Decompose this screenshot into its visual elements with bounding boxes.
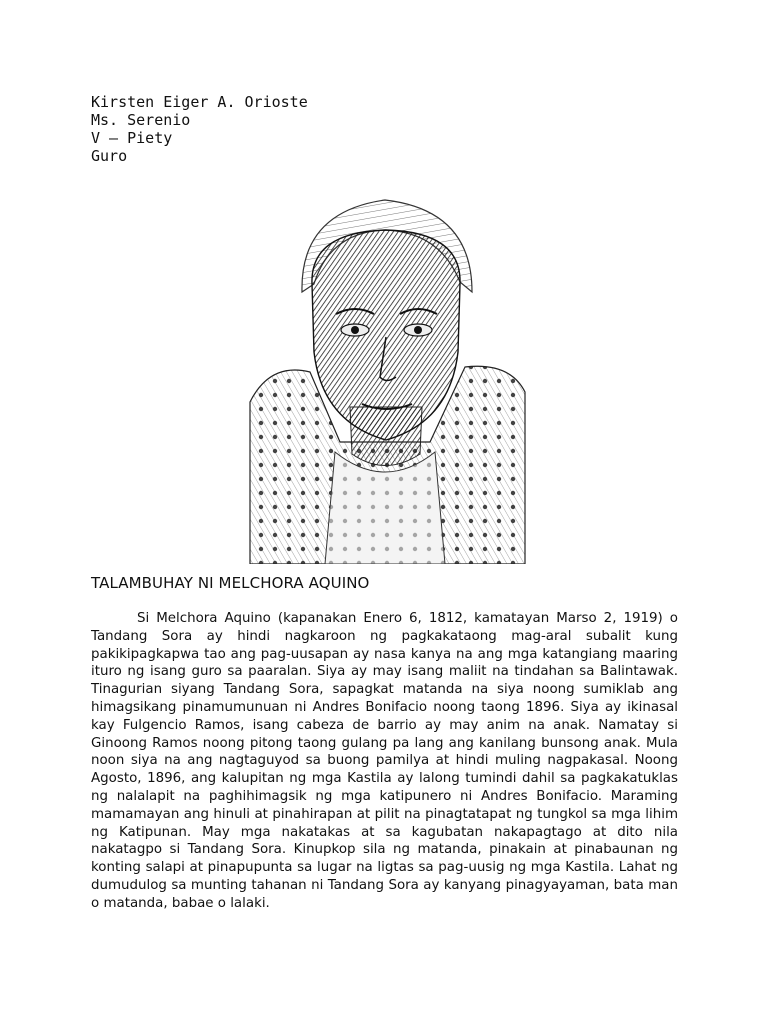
teacher-name: Ms. Serenio bbox=[91, 111, 191, 129]
portrait-sketch-icon bbox=[240, 192, 530, 564]
biography-paragraph: Si Melchora Aquino (kapanakan Enero 6, 1812, kamatayan Marso 2, 1919) o Tandang Sora ay hindi nagkaroon ng pagkakataong mag-aral subalit kung pakikipagkapwa tao ang pag-uusapan ay nasa kanya na ang mga katangiang maaring ituro ng isang guro sa paaralan. Siya ay may isang maliit na tindahan sa Balintawak. Tinagurian siyang Tandang Sora, sapagkat matanda na siya noong sumiklab ang himagsikang pinamumunuan ni Andres Bonifacio noong taong 1896. Siya ay ikinasal kay Fulgencio Ramos, isang cabeza de barrio ay may anim na anak. Namatay si Ginoong Ramos noong pitong taong gulang pa lang ang kanilang bunsong anak. Mula noon siya na ang nagtaguyod sa buong pamilya at hindi muling nagpakasal. Noong Agosto, 1896, ang kalupitan ng mga Kastila ay lalong tumindi dahil sa pagkakatuklas ng nalalapit na paghihimagsik ng mga katipunero ni Andres Bonifacio. Maraming mamamayan ang hinuli at pinahirapan at pilit na pinagtatapat ng tungkol sa mga lihim ng Katipunan. May mga nakatakas at sa kagubatan nakapagtago at dito nila nakatagpo si Tandang Sora. Kinupkop sila ng matanda, pinakain at pinabaunan ng konting salapi at pinapupunta sa lugar na ligtas sa pag-uusig ng mga Kastila. Lahat ng dumudulog sa munting tahanan ni Tandang Sora ay kanyang pinagyayaman, bata man o matanda, babae o lalaki. bbox=[91, 611, 678, 911]
section-name: V – Piety bbox=[91, 129, 173, 147]
header-block bbox=[91, 93, 308, 165]
student-name: Kirsten Eiger A. Orioste bbox=[91, 93, 308, 111]
document-title: TALAMBUHAY NI MELCHORA AQUINO bbox=[91, 574, 370, 592]
role-label: Guro bbox=[91, 147, 128, 165]
